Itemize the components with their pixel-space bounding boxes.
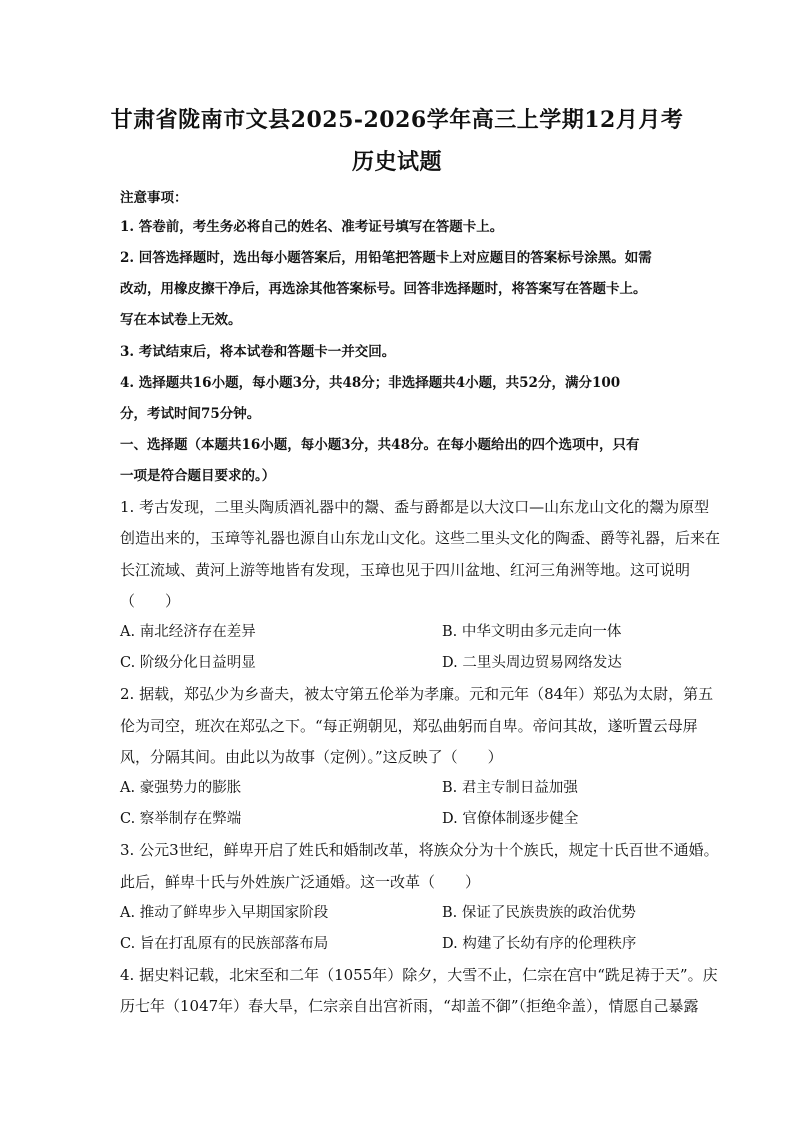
question-1-line-4: （ ） [120,592,181,610]
question-3-option-d: D. 构建了长幼有序的伦理秩序 [442,936,637,952]
question-3-option-a: A. 推动了鲜卑步入早期国家阶段 [120,905,329,921]
question-1-line-3: 长江流域、黄河上游等地皆有发现，玉璋也见于四川盆地、红河三角洲等地。这可说明 [120,561,691,579]
question-2-line-2: 伦为司空，班次在郑弘之下。“每正朔朝见，郑弘曲躬而自卑。帝问其故，遂听置云母屏 [120,717,698,735]
question-2-option-c: C. 察举制存在弊端 [120,811,242,827]
question-1-line-1: 1. 考古发现，二里头陶质酒礼器中的鬶、盉与爵都是以大汶口—山东龙山文化的鬶为原型 [120,498,710,516]
notice-item-2-line-3: 写在本试卷上无效。 [120,312,242,328]
exam-title: 甘肃省陇南市文县2025-2026学年高三上学期12月月考 [110,107,684,133]
notice-item-3: 3. 考试结束后，将本试卷和答题卡一并交回。 [120,344,396,360]
section-heading-line-2: 一项是符合题目要求的。） [120,468,276,484]
question-2-line-3: 风，分隔其间。由此以为故事（定例）。”这反映了（ ） [120,748,503,766]
question-3-option-c: C. 旨在打乱原有的民族部落布局 [120,936,329,952]
question-1-option-c: C. 阶级分化日益明显 [120,655,256,671]
question-3-line-1: 3. 公元3世纪，鲜卑开启了姓氏和婚制改革，将族众分为十个族氏，规定十氏百世不通婚。 [120,841,719,859]
exam-subtitle: 历史试题 [351,149,442,175]
question-3-option-b: B. 保证了民族贵族的政治优势 [442,905,636,921]
question-1-option-b: B. 中华文明由多元走向一体 [442,624,622,640]
notice-item-1: 1. 答卷前，考生务必将自己的姓名、准考证号填写在答题卡上。 [120,219,504,235]
question-2-line-1: 2. 据载，郑弘少为乡啬夫，被太守第五伦举为孝廉。元和元年（84年）郑弘为太尉，第五 [120,685,714,703]
question-2-option-b: B. 君主专制日益加强 [442,780,578,796]
notice-heading: 注意事项： [120,190,188,206]
question-1-line-2: 创造出来的，玉璋等礼器也源自山东龙山文化。这些二里头文化的陶盉、爵等礼器，后来在 [120,529,721,547]
notice-item-4-line-2: 分，考试时间75分钟。 [120,406,261,422]
question-2-option-a: A. 豪强势力的膨胀 [120,780,242,796]
question-1-option-d: D. 二里头周边贸易网络发达 [442,655,622,671]
notice-item-2-line-2: 改动，用橡皮擦干净后，再选涂其他答案标号。回答非选择题时，将答案写在答题卡上。 [120,281,647,297]
section-heading-line-1: 一、选择题（本题共16小题，每小题3分，共48分。在每小题给出的四个选项中，只有 [120,437,640,453]
notice-item-2-line-1: 2. 回答选择题时，选出每小题答案后，用铅笔把答题卡上对应题目的答案标号涂黑。如需 [120,250,652,266]
notice-item-4-line-1: 4. 选择题共16小题，每小题3分，共48分；非选择题共4小题，共52分，满分100 [120,375,621,391]
question-3-line-2: 此后，鲜卑十氏与外姓族广泛通婚。这一改革（ ） [120,873,481,891]
question-2-option-d: D. 官僚体制逐步健全 [442,811,579,827]
question-4-line-1: 4. 据史料记载，北宋至和二年（1055年）除夕，大雪不止，仁宗在宫中“跣足祷于天”。庆 [120,966,718,984]
question-4-line-2: 历七年（1047年）春大旱，仁宗亲自出宫祈雨，“却盖不御”（拒绝伞盖），情愿自己暴露 [120,997,699,1015]
question-1-option-a: A. 南北经济存在差异 [120,624,256,640]
